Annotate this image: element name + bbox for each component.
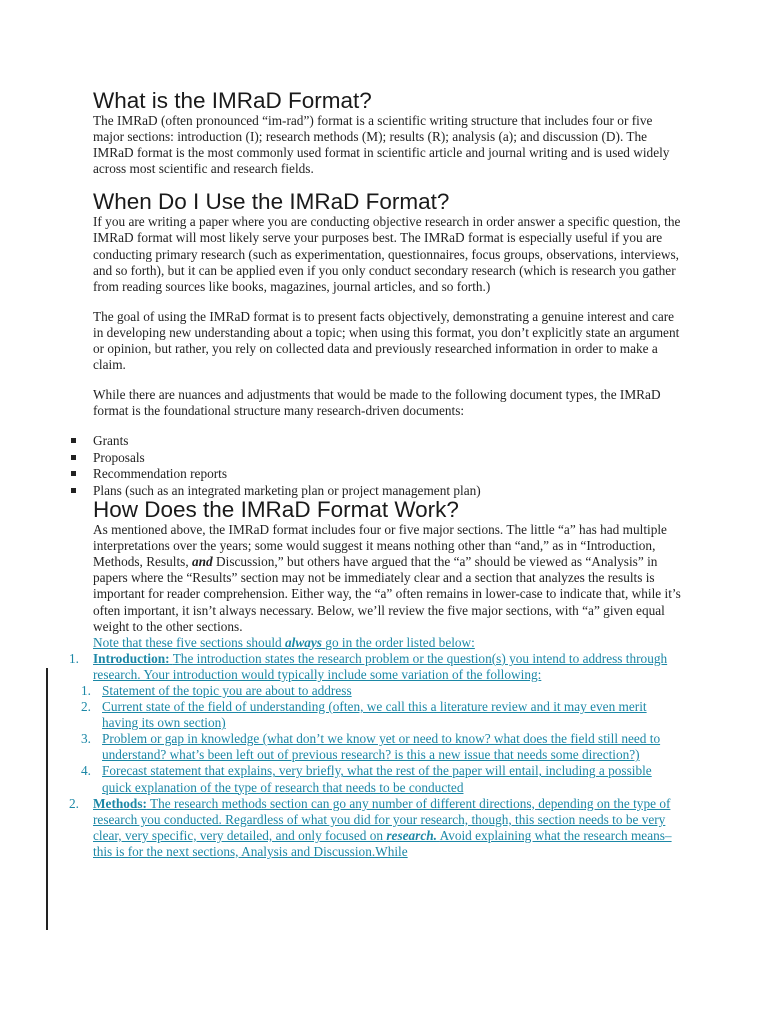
bullet-text: Plans (such as an integrated marketing plan or project management plan) — [93, 482, 481, 498]
heading-how-works: How Does the IMRaD Format Work? — [93, 497, 459, 523]
para-when-use-1: If you are writing a paper where you are conducting objective research in order answer a specific question, the IMRaD format will most likely serve your purposes best. The IMRaD format is especially useful if you are conducting primary research (such as experimentation, questionnaires, focus groups, observations, interviews, and so forth), but it can be applied even if you only conduct secondary research (which is research you gather from reading sources like books, magazines, journal articles, and so forth.) — [93, 214, 681, 294]
document-page — [69, 88, 683, 860]
heading-what-is-imrad: What is the IMRaD Format? — [93, 88, 372, 113]
change-bar — [46, 668, 48, 930]
sub-item-number: 1. — [81, 682, 91, 698]
para-when-use-2: The goal of using the IMRaD format is to present facts objectively, demonstrating a genuine interest and care in developing new understanding about a topic; when using this format, you don’t explicitly state an argument or opinion, but rather, you rely on collected data and previously researched information in order to make a claim. — [93, 308, 680, 373]
list-item-introduction — [69, 650, 683, 683]
sub-item-number: 3. — [81, 731, 91, 747]
list-item — [67, 483, 683, 499]
sub-item-text: Forecast statement that explains, very briefly, what the rest of the paper will entail, including a possible quick explanation of the type of research that needs to be conducted — [102, 763, 652, 795]
sub-item-text: Current state of the field of understanding (often, we call this a literature review and it may even merit having its own section) — [102, 699, 647, 731]
document-types-list — [67, 433, 683, 499]
bullet-icon — [71, 438, 76, 443]
bullet-icon — [71, 455, 76, 460]
sub-item-number: 2. — [81, 699, 91, 715]
item-number: 1. — [69, 650, 79, 666]
list-item — [67, 450, 683, 466]
item-number: 2. — [69, 795, 79, 811]
bullet-text: Recommendation reports — [93, 466, 228, 482]
sub-list-item — [81, 682, 683, 699]
list-item — [67, 433, 683, 449]
list-item-methods — [69, 795, 683, 860]
sub-list-item — [81, 699, 683, 731]
para-how-works-and: and — [192, 554, 213, 570]
sub-item-text: Statement of the topic you are about to address — [102, 682, 352, 698]
list-item — [67, 466, 683, 482]
item-label: Introduction: — [93, 650, 170, 666]
para-how-works-b: Discussion,” but others have argued that the “a” should be viewed as “Analysis” in papers where the “Results” section may not be immediately clear and a section that analyzes the results is important for reader comprehension. Either way, the “a” often remains in lower-case to indicate that, while it’s often important, it isn’t always necessary. Below, we’ll review the five major sections, with “a” given equal weight to the other sections. — [93, 554, 681, 634]
sub-item-number: 4. — [81, 763, 91, 779]
sub-list-item — [81, 763, 683, 795]
item-emphasis: research. — [386, 827, 437, 843]
heading-when-use: When Do I Use the IMRaD Format? — [93, 189, 450, 215]
para-how-works — [93, 522, 683, 635]
bullet-text: Proposals — [93, 449, 145, 465]
para-imrad-definition: The IMRaD (often pronounced “im-rad”) format is a scientific writing structure that includes four or five major sections: introduction (I); research methods (M); results (R); analysis (a); and discussion (D). The IMRaD format is the most commonly used format in scientific article and journal writing and is used widely across most scientific and research fields. — [93, 113, 670, 177]
sub-list-item — [81, 731, 683, 763]
bullet-icon — [71, 471, 76, 476]
item-text: The introduction states the research problem or the question(s) you intend to address through research. Your introduction would typically include some variation of the following: — [93, 650, 668, 682]
order-note — [93, 635, 683, 651]
order-note-always: always — [285, 634, 322, 650]
item-text-b: Avoid explaining what the research means–this is for the next sections, Analysis and Discussion.While — [93, 827, 672, 859]
item-label: Methods: — [93, 795, 147, 811]
sections-order-block — [69, 634, 683, 860]
para-when-use-3: While there are nuances and adjustments that would be made to the following document types, the IMRaD format is the foundational structure many research-driven documents: — [93, 387, 661, 419]
para-how-works-a: As mentioned above, the IMRaD format includes four or five major sections. The little “a” has had multiple interpretations over the years; some would suggest it means nothing other than “and,” as in “Introduction, Methods, Results, — [93, 522, 667, 570]
order-note-b: go in the order listed below: — [325, 634, 475, 650]
sub-item-text: Problem or gap in knowledge (what don’t we know yet or need to know? what does the field still need to understand? what’s been left out of previous research? is this a new issue that needs some direction?) — [102, 731, 661, 763]
bullet-text: Grants — [93, 433, 129, 449]
item-text-a: The research methods section can go any number of different directions, depending on the type of research you conducted. Regardless of what you did for your research, though, this section needs to be very clear, very specific, very detailed, and only focused on — [93, 795, 671, 843]
order-note-a: Note that these five sections should — [93, 634, 282, 650]
bullet-icon — [71, 488, 76, 493]
